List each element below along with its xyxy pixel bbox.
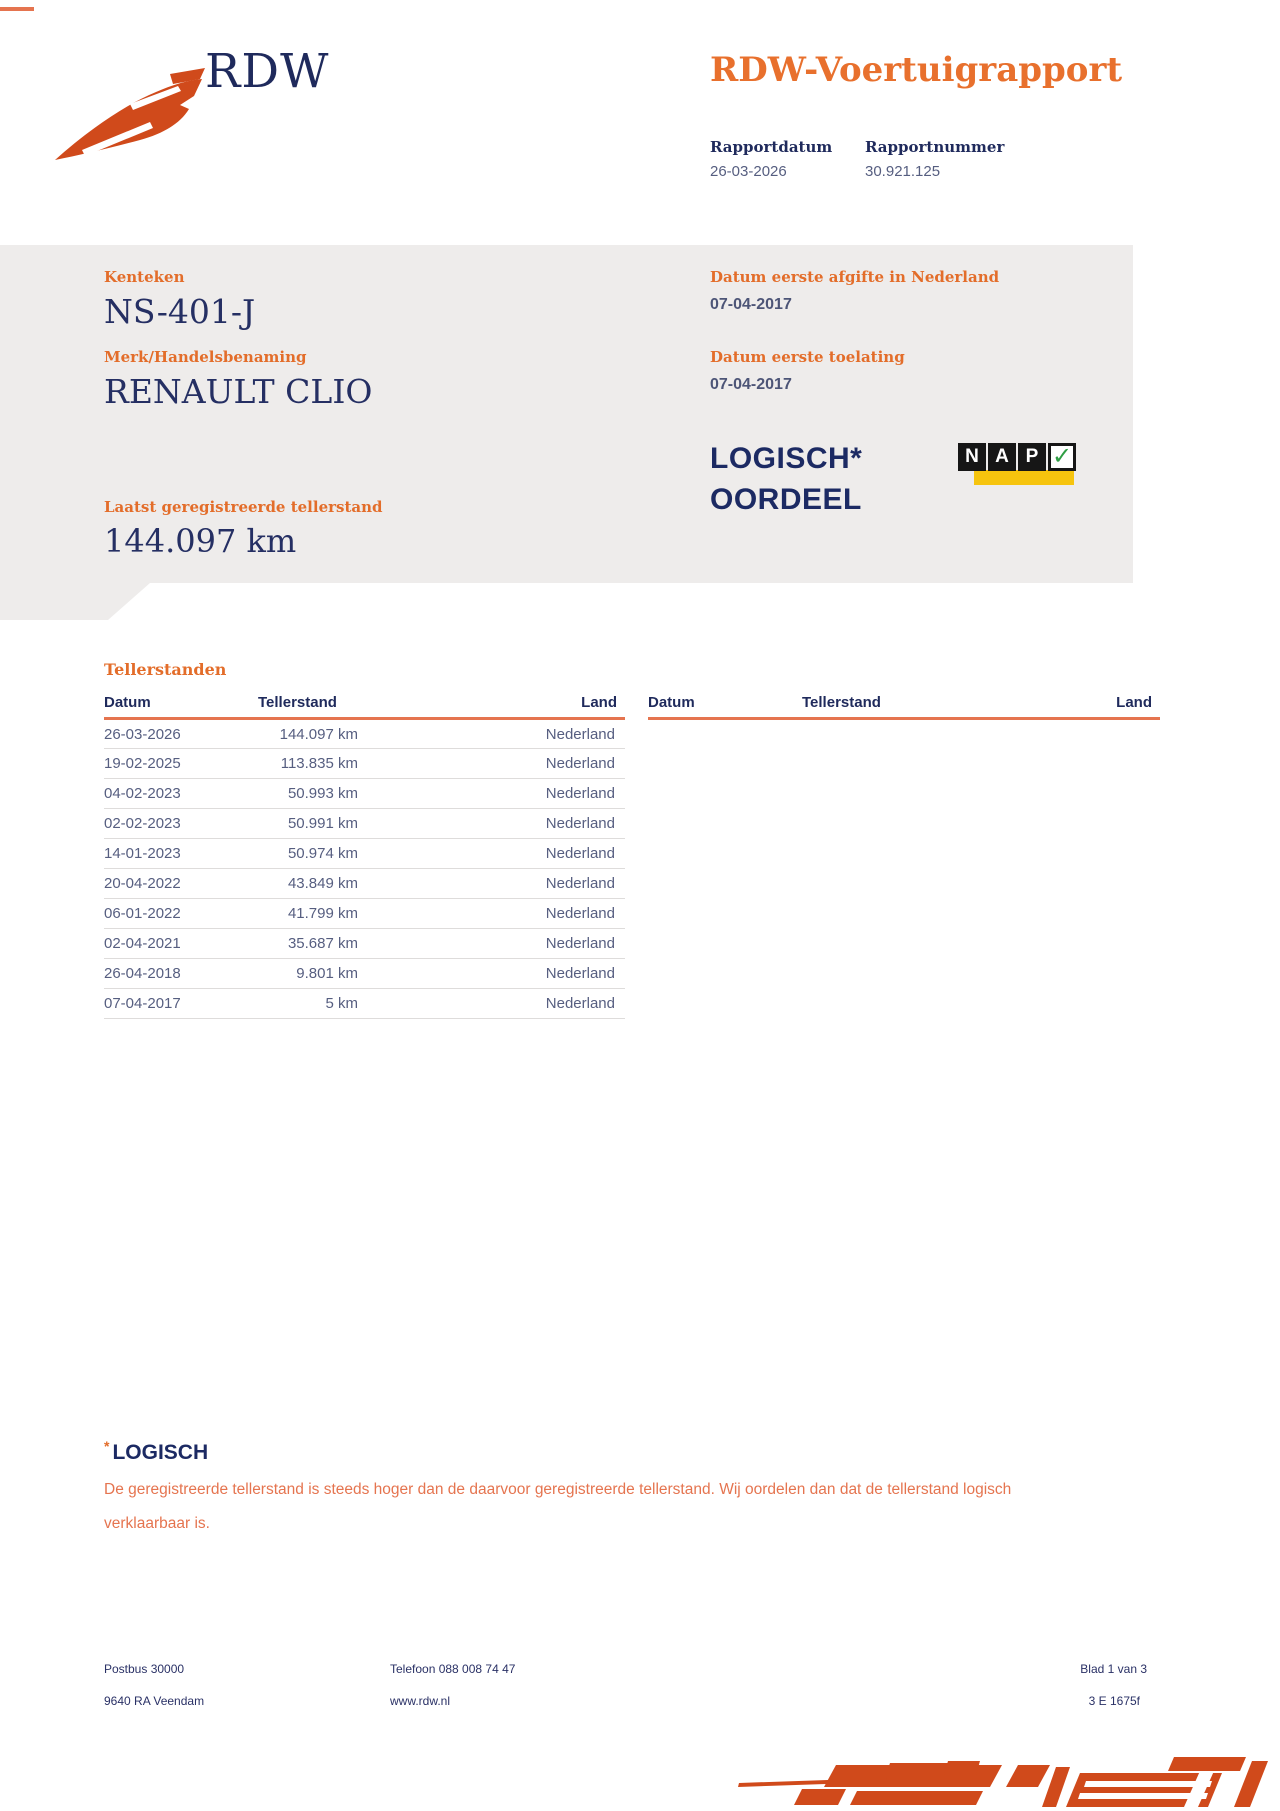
speed-stripes-decoration	[738, 1742, 1280, 1811]
table-header-row	[104, 690, 625, 719]
cell-land: Nederland	[358, 779, 625, 809]
report-number-label: Rapportnummer	[865, 138, 1005, 156]
footer-website: www.rdw.nl	[390, 1694, 451, 1708]
table-row	[104, 899, 625, 929]
footer-page-number: Blad 1 van 3	[1080, 1662, 1147, 1676]
cell-datum: 02-04-2021	[104, 929, 258, 959]
nap-logo	[958, 443, 1080, 493]
oordeel-line2: OORDEEL	[710, 483, 862, 516]
table-header-row	[648, 690, 1160, 719]
merk-value: RENAULT CLIO	[104, 372, 373, 411]
nap-letter-p: P	[1018, 443, 1046, 471]
footer-phone: Telefoon 088 008 74 47	[390, 1662, 516, 1676]
report-date-value: 26-03-2026	[710, 163, 787, 180]
laatste-tellerstand-label: Laatst geregistreerde tellerstand	[104, 498, 383, 516]
kenteken-value: NS-401-J	[104, 292, 256, 331]
footer-form-code: 3 E 1675f	[1088, 1694, 1140, 1708]
rdw-logo-text: RDW	[205, 44, 330, 99]
table-row	[104, 719, 625, 749]
footer-city: 9640 RA Veendam	[104, 1694, 205, 1708]
logisch-explanation-heading	[104, 1438, 208, 1465]
eerste-afgifte-label: Datum eerste afgifte in Nederland	[710, 268, 1000, 286]
cell-tellerstand: 50.993 km	[258, 779, 358, 809]
cell-land: Nederland	[358, 749, 625, 779]
cell-land: Nederland	[358, 869, 625, 899]
nap-letter-a: A	[988, 443, 1016, 471]
table-row	[104, 839, 625, 869]
table-row	[104, 989, 625, 1019]
page-title: RDW-Voertuigrapport	[710, 50, 1123, 90]
tellerstanden-table	[104, 690, 625, 1019]
cell-datum: 26-04-2018	[104, 959, 258, 989]
column-header-datum: Datum	[104, 690, 258, 719]
merk-label: Merk/Handelsbenaming	[104, 348, 307, 366]
column-header-datum: Datum	[648, 690, 802, 719]
cell-tellerstand: 43.849 km	[258, 869, 358, 899]
table-row	[104, 809, 625, 839]
column-header-land: Land	[358, 690, 625, 719]
cell-tellerstand: 35.687 km	[258, 929, 358, 959]
report-date-label: Rapportdatum	[710, 138, 833, 156]
column-header-tellerstand: Tellerstand	[258, 690, 358, 719]
cell-datum: 07-04-2017	[104, 989, 258, 1019]
cell-land: Nederland	[358, 959, 625, 989]
asterisk-marker: *	[104, 1438, 110, 1454]
eerste-toelating-value: 07-04-2017	[710, 376, 792, 393]
cell-land: Nederland	[358, 839, 625, 869]
cell-tellerstand: 5 km	[258, 989, 358, 1019]
cell-tellerstand: 113.835 km	[258, 749, 358, 779]
cell-land: Nederland	[358, 719, 625, 749]
oordeel-line1: LOGISCH*	[710, 442, 863, 475]
cell-datum: 14-01-2023	[104, 839, 258, 869]
table-row	[104, 749, 625, 779]
table-row	[104, 929, 625, 959]
kenteken-label: Kenteken	[104, 268, 185, 286]
laatste-tellerstand-value: 144.097 km	[104, 522, 297, 560]
table-row	[104, 779, 625, 809]
cell-tellerstand: 9.801 km	[258, 959, 358, 989]
nap-checkmark-icon: ✓	[1048, 443, 1076, 471]
cell-land: Nederland	[358, 899, 625, 929]
cell-land: Nederland	[358, 809, 625, 839]
cell-datum: 20-04-2022	[104, 869, 258, 899]
eerste-toelating-label: Datum eerste toelating	[710, 348, 905, 366]
column-header-tellerstand: Tellerstand	[802, 690, 902, 719]
nap-letter-n: N	[958, 443, 986, 471]
cell-land: Nederland	[358, 929, 625, 959]
logisch-explanation-text: De geregistreerde tellerstand is steeds hoger dan de daarvoor geregistreerde tellerstand. Wij oordelen dan dat de tellerstand logisch verklaarbaar is.	[104, 1481, 1012, 1532]
cell-tellerstand: 50.974 km	[258, 839, 358, 869]
cell-datum: 26-03-2026	[104, 719, 258, 749]
cell-datum: 04-02-2023	[104, 779, 258, 809]
tellerstanden-section-title: Tellerstanden	[104, 660, 227, 679]
footer-postbus: Postbus 30000	[104, 1662, 185, 1676]
report-number-value: 30.921.125	[865, 163, 941, 180]
cell-tellerstand: 144.097 km	[258, 719, 358, 749]
cell-datum: 19-02-2025	[104, 749, 258, 779]
logisch-heading-text: LOGISCH	[112, 1441, 209, 1464]
top-left-orange-dash	[0, 7, 34, 11]
cell-land: Nederland	[358, 989, 625, 1019]
rdw-feather-icon	[52, 52, 207, 167]
nap-yellow-bar	[974, 470, 1074, 485]
table-row	[104, 869, 625, 899]
cell-datum: 06-01-2022	[104, 899, 258, 929]
column-header-land: Land	[902, 690, 1160, 719]
tellerstanden-table-empty	[648, 690, 1160, 720]
cell-datum: 02-02-2023	[104, 809, 258, 839]
cell-tellerstand: 41.799 km	[258, 899, 358, 929]
table-row	[104, 959, 625, 989]
cell-tellerstand: 50.991 km	[258, 809, 358, 839]
eerste-afgifte-value: 07-04-2017	[710, 296, 792, 313]
oordeel-verdict	[710, 438, 862, 520]
